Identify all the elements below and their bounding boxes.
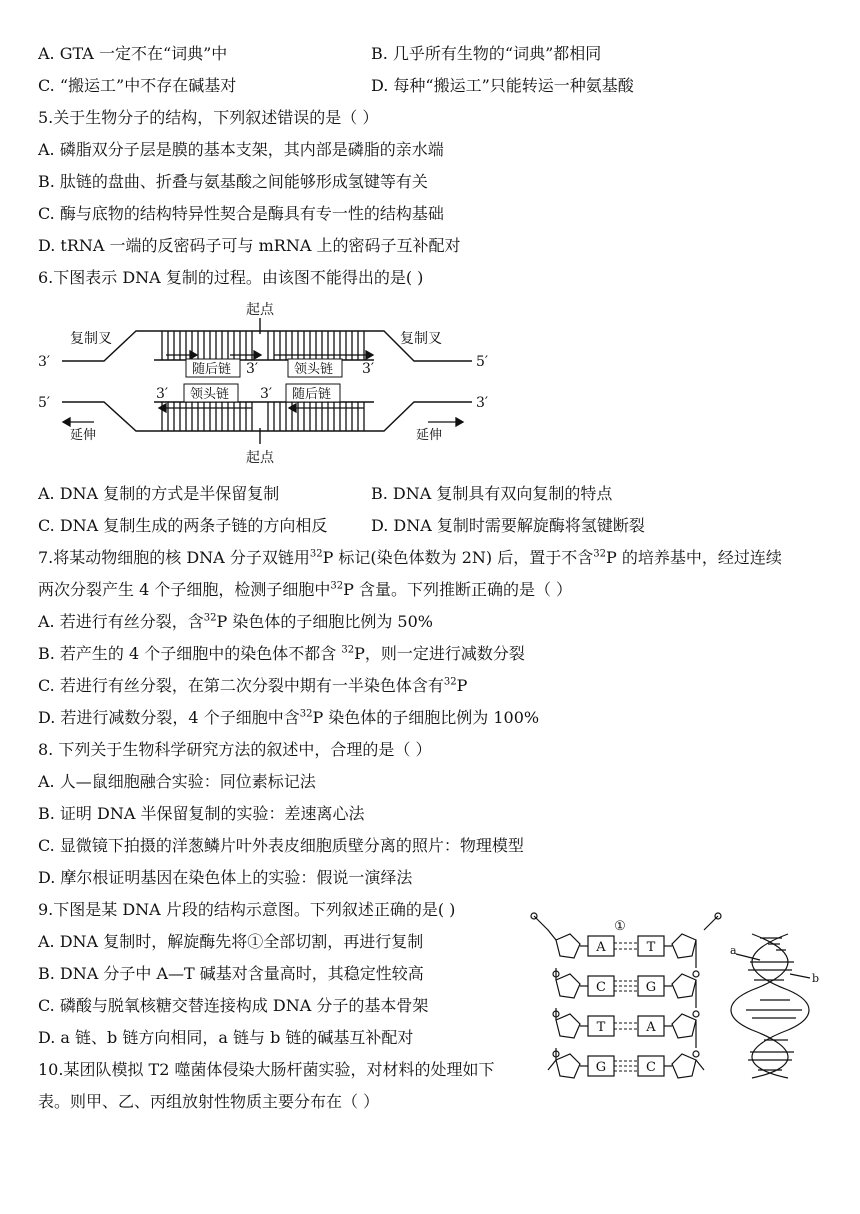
end-5-right-top: 5′ bbox=[476, 354, 489, 370]
q8-option-d: D. 摩尔根证明基因在染色体上的实验：假说一演绎法 bbox=[38, 868, 413, 887]
q9-option-a: A. DNA 复制时，解旋酶先将①全部切割，再进行复制 bbox=[38, 932, 424, 951]
base-1-left: A bbox=[596, 940, 606, 955]
strand-b-label: b bbox=[812, 972, 820, 985]
end-3-leading-bottom: 3′ bbox=[156, 386, 169, 402]
q8-option-a: A. 人—鼠细胞融合实验：同位素标记法 bbox=[38, 772, 316, 791]
base-1-right: T bbox=[646, 940, 656, 955]
q5-stem: 5.关于生物分子的结构，下列叙述错误的是（ ） bbox=[38, 108, 379, 127]
fork-label-right: 复制叉 bbox=[400, 331, 442, 347]
q5-option-d: D. tRNA 一端的反密码子可与 mRNA 上的密码子互补配对 bbox=[38, 236, 461, 255]
q6-option-d: D. DNA 复制时需要解旋酶将氢键断裂 bbox=[371, 516, 645, 535]
origin-label-bottom: 起点 bbox=[246, 450, 274, 466]
base-3-left: T bbox=[596, 1020, 606, 1035]
dna-replication-figure bbox=[34, 298, 494, 468]
leading-label-bottom: 领头链 bbox=[190, 387, 230, 402]
fork-label-left: 复制叉 bbox=[70, 331, 112, 347]
dna-structure-figure bbox=[526, 910, 726, 1080]
q7-stem-line2: 两次分裂产生 4 个子细胞，检测子细胞中$^{32}$P 含量。下列推断正确的是（ ） bbox=[38, 580, 573, 599]
q8-stem: 8. 下列关于生物科学研究方法的叙述中，合理的是（ ） bbox=[38, 740, 432, 759]
q10-stem-line1: 10.某团队模拟 T2 噬菌体侵染大肠杆菌实验，对材料的处理如下 bbox=[38, 1060, 495, 1079]
q5-option-a: A. 磷脂双分子层是膜的基本支架，其内部是磷脂的亲水端 bbox=[38, 140, 444, 159]
q6-option-b: B. DNA 复制具有双向复制的特点 bbox=[371, 484, 613, 503]
q7-option-d: D. 若进行减数分裂，4 个子细胞中含$^{32}$P 染色体的子细胞比例为 100% bbox=[38, 708, 540, 727]
base-3-right: A bbox=[646, 1020, 656, 1035]
base-4-right: C bbox=[646, 1060, 656, 1075]
q4-option-a: A. GTA 一定不在“词典”中 bbox=[38, 44, 228, 63]
q6-option-c: C. DNA 复制生成的两条子链的方向相反 bbox=[38, 516, 328, 535]
lagging-label-bottom: 随后链 bbox=[292, 387, 332, 402]
lagging-label-top: 随后链 bbox=[192, 362, 232, 377]
q7-option-b: B. 若产生的 4 个子细胞中的染色体不都含 $^{32}$P，则一定进行减数分裂 bbox=[38, 644, 525, 663]
q9-option-c: C. 磷酸与脱氧核糖交替连接构成 DNA 分子的基本骨架 bbox=[38, 996, 429, 1015]
q6-stem: 6.下图表示 DNA 复制的过程。由该图不能得出的是( ) bbox=[38, 268, 424, 287]
strand-a-label: a bbox=[730, 944, 737, 957]
end-3-leading-top: 3′ bbox=[362, 361, 375, 377]
double-helix-figure bbox=[730, 930, 826, 1080]
q8-option-b: B. 证明 DNA 半保留复制的实验：差速离心法 bbox=[38, 804, 365, 823]
q4-option-d: D. 每种“搬运工”只能转运一种氨基酸 bbox=[371, 76, 634, 95]
q6-option-a: A. DNA 复制的方式是半保留复制 bbox=[38, 484, 280, 503]
hydrogen-bond-marker: ① bbox=[614, 919, 626, 934]
q4-option-c: C. “搬运工”中不存在碱基对 bbox=[38, 76, 237, 95]
end-3-lagging-top: 3′ bbox=[246, 361, 259, 377]
q9-option-b: B. DNA 分子中 A—T 碱基对含量高时，其稳定性较高 bbox=[38, 964, 424, 983]
q5-option-c: C. 酶与底物的结构特异性契合是酶具有专一性的结构基础 bbox=[38, 204, 444, 223]
q7-option-c: C. 若进行有丝分裂，在第二次分裂中期有一半染色体含有$^{32}$P bbox=[38, 676, 468, 695]
base-2-left: C bbox=[596, 980, 606, 995]
q7-option-a: A. 若进行有丝分裂，含$^{32}$P 染色体的子细胞比例为 50% bbox=[38, 612, 433, 631]
base-4-left: G bbox=[595, 1060, 607, 1075]
q7-stem-line1: 7.将某动物细胞的核 DNA 分子双链用$^{32}$P 标记(染色体数为 2N) 后，置于不含$^{32}$P 的培养基中，经过连续 bbox=[38, 548, 782, 567]
origin-label-top: 起点 bbox=[246, 302, 274, 318]
q9-stem: 9.下图是某 DNA 片段的结构示意图。下列叙述正确的是( ) bbox=[38, 900, 456, 919]
q4-option-b: B. 几乎所有生物的“词典”都相同 bbox=[371, 44, 602, 63]
extend-label-right: 延伸 bbox=[416, 428, 443, 443]
extend-label-left: 延伸 bbox=[70, 428, 97, 443]
q10-stem-line2: 表。则甲、乙、丙组放射性物质主要分布在（ ） bbox=[38, 1092, 380, 1111]
q9-option-d: D. a 链、b 链方向相同，a 链与 b 链的碱基互补配对 bbox=[38, 1028, 414, 1047]
q5-option-b: B. 肽链的盘曲、折叠与氨基酸之间能够形成氢键等有关 bbox=[38, 172, 428, 191]
end-3-right-bottom: 3′ bbox=[476, 395, 489, 411]
end-3-lagging-bottom: 3′ bbox=[260, 386, 273, 402]
end-3-left-top: 3′ bbox=[38, 354, 51, 370]
base-2-right: G bbox=[645, 980, 657, 995]
end-5-left-bottom: 5′ bbox=[38, 395, 51, 411]
leading-label-top: 领头链 bbox=[294, 362, 334, 377]
q8-option-c: C. 显微镜下拍摄的洋葱鳞片叶外表皮细胞质壁分离的照片：物理模型 bbox=[38, 836, 524, 855]
